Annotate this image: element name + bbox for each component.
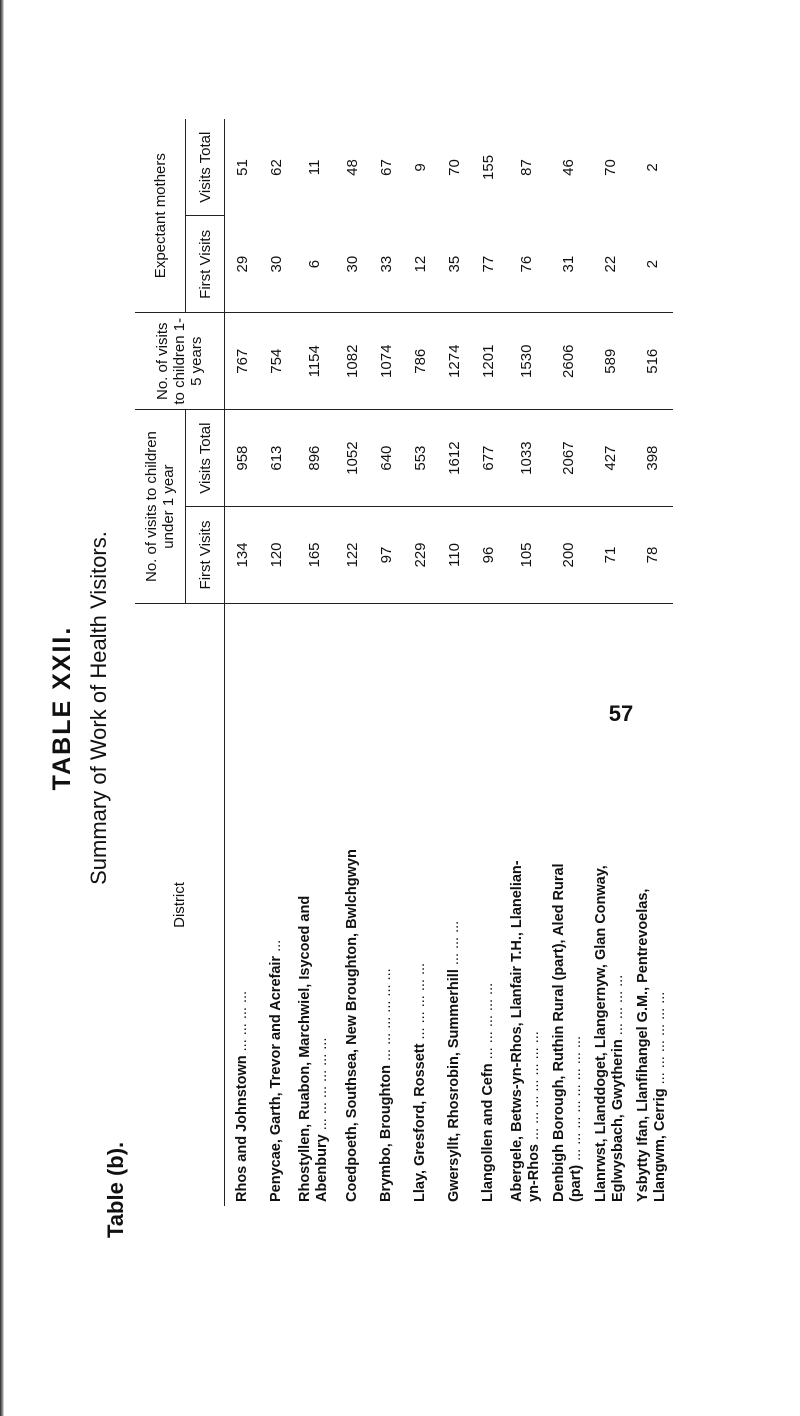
exp-first-cell: 77 [471,216,505,313]
district-cell: Llanrwst, Llanddoget, Llangernyw, Glan Conway, Eglwysbach, Gwytherin ... ... ... ... [593,865,626,1202]
u1-total-cell: 896 [293,410,335,507]
age1to5-cell: 1154 [293,313,335,410]
exp-first-cell: 30 [335,216,369,313]
exp-total-cell: 46 [559,159,577,176]
u1-total-cell: 2067 [547,410,589,507]
exp-first-cell: 35 [437,216,471,313]
table-row [505,119,547,1206]
u1-total-cell: 958 [225,410,260,507]
u1-first-cell: 105 [505,507,547,604]
exp-first-cell: 76 [505,216,547,313]
age1to5-cell: 754 [259,313,293,410]
district-cell: Ysbytty Ifan, Llanfihangel G.M., Pentrevoelas, Llangwm, Cerrig ... ... ... ... ... ... [635,888,668,1202]
table-row [293,119,335,1206]
table-row [259,119,293,1206]
u1-first-cell: 96 [471,507,505,604]
exp-total-header: Visits Total [186,119,225,216]
page-number: 57 [608,700,634,726]
u1-total-cell: 1052 [335,410,369,507]
district-cell: Penycae, Garth, Trevor and Acrefair ... [267,939,284,1202]
health-visitors-table [135,119,673,1206]
exp-total-cell: 155 [479,154,497,180]
exp-first-cell: 12 [403,216,437,313]
exp-first-cell: 22 [589,216,631,313]
age1to5-cell: 589 [589,313,631,410]
exp-total-cell: 70 [601,159,619,176]
table-row [225,119,260,1206]
u1-first-cell: 200 [547,507,589,604]
district-cell: Brymbo, Broughton ... ... ... ... ... ... [377,968,394,1202]
age1to5-cell: 1074 [369,313,403,410]
exp-total-cell: 48 [343,159,361,176]
u1-first-cell: 71 [589,507,631,604]
u1-total-cell: 640 [369,410,403,507]
exp-total-cell: 62 [267,159,285,176]
u1-total-cell: 398 [631,410,673,507]
u1-total-cell: 613 [259,410,293,507]
under1-total-header: Visits Total [186,410,225,507]
district-cell: Rhostyllen, Ruabon, Marchwiel, Isycoed and Abenbury ... ... ... ... ... ... [297,895,330,1202]
u1-total-cell: 1612 [437,410,471,507]
district-cell: Abergele, Betws-yn-Rhos, Llanfair T.H., Llanelian- yn-Rhos ... ... ... ... ... ... ... [509,860,542,1202]
u1-first-cell: 165 [293,507,335,604]
u1-total-cell: 677 [471,410,505,507]
age1to5-cell: 786 [403,313,437,410]
table-row [403,119,437,1206]
district-cell: Llay, Gresford, Rossett ... ... ... ... ... [411,962,428,1202]
expectant-group-header: Expectant mothers [135,119,186,313]
exp-total-cell: 9 [411,163,429,172]
exp-total-cell: 67 [377,159,395,176]
district-cell: Denbigh Borough, Ruthin Rural (part), Aled Rural (part) ... ... ... ... ... ... ... ... [551,863,584,1202]
exp-total-cell: 51 [233,159,251,176]
table-row [547,119,589,1206]
table-row [437,119,471,1206]
table-subtitle: Summary of Work of Health Visitors. [86,531,111,885]
u1-first-cell: 229 [403,507,437,604]
exp-first-header: First Visits [186,216,225,313]
exp-total-cell: 87 [517,159,535,176]
u1-first-cell: 134 [225,507,260,604]
exp-first-cell: 6 [293,216,335,313]
table-row [369,119,403,1206]
exp-total-cell: 70 [445,159,463,176]
district-header: District [135,603,225,1206]
age1to5-cell: 1530 [505,313,547,410]
district-cell: Rhos and Johnstown ... ... ... ... [233,990,250,1202]
u1-first-cell: 97 [369,507,403,604]
u1-first-cell: 120 [259,507,293,604]
table-label: Table (b). [103,1141,128,1238]
table-row [471,119,505,1206]
age1to5-cell: 2606 [547,313,589,410]
table-container [135,119,673,1206]
table-row [631,119,673,1206]
exp-first-cell: 30 [259,216,293,313]
age1to5-header: No. of visits to children 1-5 years [135,313,225,410]
table-row [589,119,631,1206]
district-cell: Gwersyllt, Rhosrobin, Summerhill ... ... ... [445,920,462,1202]
age1to5-cell: 1201 [471,313,505,410]
table-title: TABLE XXII. [48,625,76,791]
exp-total-cell: 11 [305,159,323,176]
age1to5-cell: 516 [631,313,673,410]
age1to5-cell: 1082 [335,313,369,410]
district-cell: Llangollen and Cefn ... ... ... ... ... [479,982,496,1202]
district-cell: Coedpoeth, Southsea, New Broughton, Bwlchgwyn [343,849,360,1202]
u1-total-cell: 427 [589,410,631,507]
under1-first-header: First Visits [186,507,225,604]
under1-group-header: No. of visits to children under 1 year [135,410,186,604]
exp-first-cell: 29 [225,216,260,313]
exp-first-cell: 33 [369,216,403,313]
u1-total-cell: 1033 [505,410,547,507]
u1-first-cell: 110 [437,507,471,604]
age1to5-cell: 767 [225,313,260,410]
u1-total-cell: 553 [403,410,437,507]
u1-first-cell: 78 [631,507,673,604]
age1to5-cell: 1274 [437,313,471,410]
table-row [335,119,369,1206]
exp-first-cell: 31 [547,216,589,313]
u1-first-cell: 122 [335,507,369,604]
exp-total-cell: 2 [643,163,661,172]
exp-first-cell: 2 [631,216,673,313]
